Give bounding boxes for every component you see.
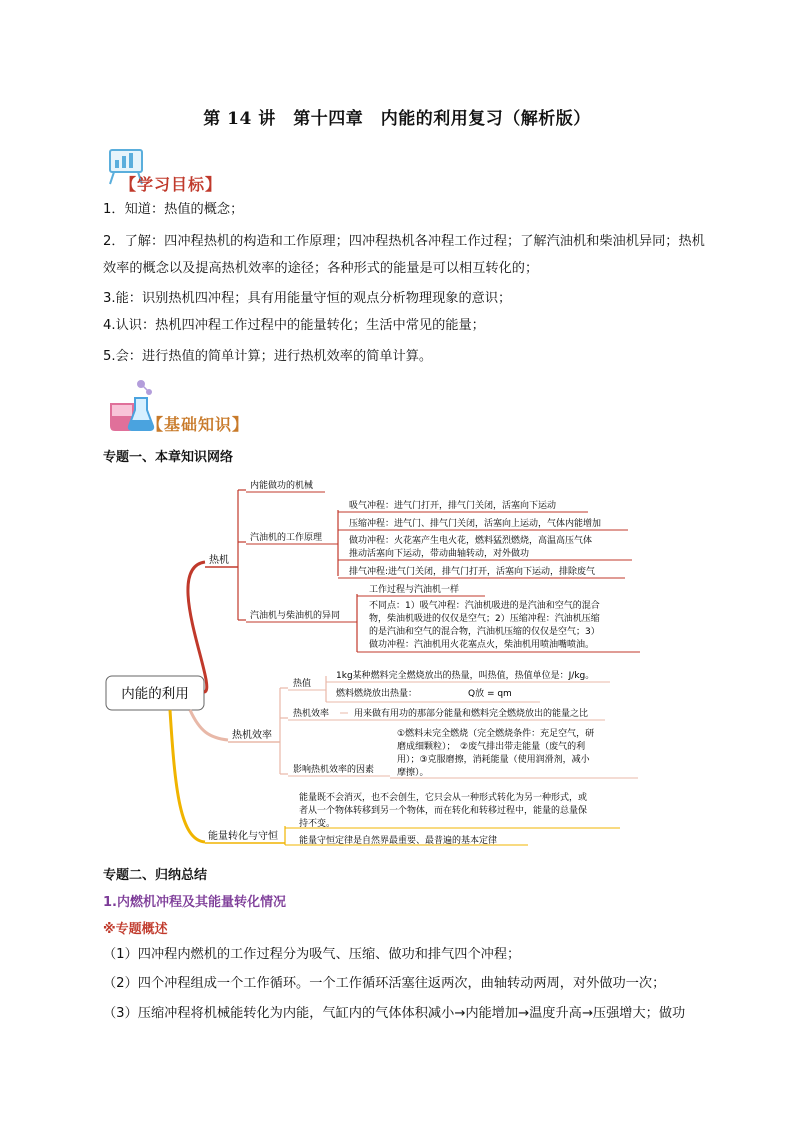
topic1-heading: 专题一、本章知识网络 — [103, 450, 234, 465]
diff-line-2: 物，柴油机吸进的仅仅是空气；2）压缩冲程：汽油机压缩 — [369, 614, 600, 624]
topic2-heading: 专题二、归纳总结 — [103, 868, 208, 883]
mindmap-root: 内能的利用 — [121, 686, 189, 702]
overview-heading: ※专题概述 — [103, 922, 168, 937]
basics-badge-label: 【基础知识】 — [147, 415, 250, 434]
goals-badge-label: 【学习目标】 — [120, 175, 223, 194]
goal-item-1: 1．知道：热值的概念； — [103, 202, 244, 217]
cons-line-1: 能量既不会消灭，也不会创生，它只会从一种形式转化为另一种形式，或 — [299, 793, 588, 803]
point-2: （2）四个冲程组成一个工作循环。一个工作循环活塞往返两次，曲轴转动两周，对外做功一次； — [103, 976, 666, 991]
stroke-exhaust: 排气冲程:进气门关闭，排气门打开，活塞向下运动，排除废气 — [349, 567, 596, 577]
he-def: 内能做功的机械 — [250, 481, 314, 491]
diff-line-3: 的是汽油和空气的混合物，汽油机压缩的仅仅是空气；3） — [369, 627, 600, 637]
subtopic1-heading: 1.内燃机冲程及其能量转化情况 — [103, 895, 286, 910]
goal-item-2: 2．了解：四冲程热机的构造和工作原理；四冲程热机各冲程工作过程；了解汽油机和柴油机异同；热机效率的概念以及提高热机效率的途径；各种形式的能量是可以相互转化的； — [103, 234, 705, 276]
cons-line-3: 持不变。 — [299, 819, 336, 829]
hv-formula: Q放 = qm — [468, 689, 512, 699]
eff-def: 用来做有用功的那部分能量和燃料完全燃烧放出的能量之比 — [354, 709, 589, 719]
factors-line-4: 摩擦）。 — [397, 768, 429, 778]
cons-law: 能量守恒定律是自然界最重要、最普遍的基本定律 — [299, 836, 498, 846]
point-1: （1）四冲程内燃机的工作过程分为吸气、压缩、做功和排气四个冲程； — [103, 947, 521, 962]
branch-energy: 能量转化与守恒 — [208, 831, 278, 842]
he-principle: 汽油机的工作原理 — [250, 533, 323, 543]
cons-line-2: 者从一个物体转移到另一个物体，而在转化和转移过程中，能量的总量保 — [299, 806, 588, 816]
stroke-power-1: 做功冲程：火花塞产生电火花，燃料猛烈燃烧，高温高压气体 — [349, 536, 593, 546]
goals-badge — [104, 146, 264, 194]
heat-value: 热值 — [293, 679, 312, 689]
hv-calc: 燃料燃烧放出热量： — [336, 689, 418, 699]
stroke-intake: 吸气冲程：进气门打开，排气门关闭，活塞向下运动 — [349, 501, 557, 511]
page-title: 第 14 讲 第十四章 内能的利用复习（解析版） — [203, 109, 591, 129]
stroke-power-2: 推动活塞向下运动，带动曲轴转动，对外做功 — [349, 549, 530, 559]
hv-def: 1kg某种燃料完全燃烧放出的热量，叫热值，热值单位是：J/kg。 — [336, 671, 595, 681]
basics-badge — [103, 376, 273, 434]
same-point: 工作过程与汽油机一样 — [369, 585, 460, 595]
goal-item-4: 4.认识：热机四冲程工作过程中的能量转化；生活中常见的能量； — [103, 318, 485, 333]
factors-line-1: ①燃料未完全燃烧（完全燃烧条件：充足空气，研 — [397, 729, 595, 739]
factors-label: 影响热机效率的因素 — [293, 765, 375, 775]
diff-line-1: 不同点：1）吸气冲程：汽油机吸进的是汽油和空气的混合 — [369, 601, 600, 611]
branch-energy-curve — [170, 710, 205, 842]
branch-eff-curve — [190, 710, 228, 740]
eff-label: 热机效率 — [293, 709, 330, 719]
goal-item-3: 3.能：识别热机四冲程；具有用能量守恒的观点分析物理现象的意识； — [103, 291, 512, 306]
branch-heat-engine: 热机 — [209, 555, 229, 566]
point-3: （3）压缩冲程将机械能转化为内能，气缸内的气体体积减小→内能增加→温度升高→压强增大；做功 — [103, 1006, 686, 1021]
factors-line-2: 磨成细颗粒）； ②废气排出带走能量（废气的利 — [397, 742, 586, 752]
diff-line-4: 做功冲程：汽油机用火花塞点火，柴油机用喷油嘴喷油。 — [369, 640, 595, 650]
mindmap — [0, 470, 794, 870]
branch-efficiency: 热机效率 — [232, 730, 272, 741]
he-diff: 汽油机与柴油机的异同 — [250, 611, 341, 621]
factors-line-3: 用）；③克服磨擦，消耗能量（使用润滑剂，减小 — [397, 755, 590, 765]
stroke-compress: 压缩冲程：进气门、排气门关闭，活塞向上运动，气体内能增加 — [349, 519, 602, 529]
branch-heat-curve — [188, 562, 207, 692]
goal-item-5: 5.会：进行热值的简单计算；进行热机效率的简单计算。 — [103, 349, 433, 364]
